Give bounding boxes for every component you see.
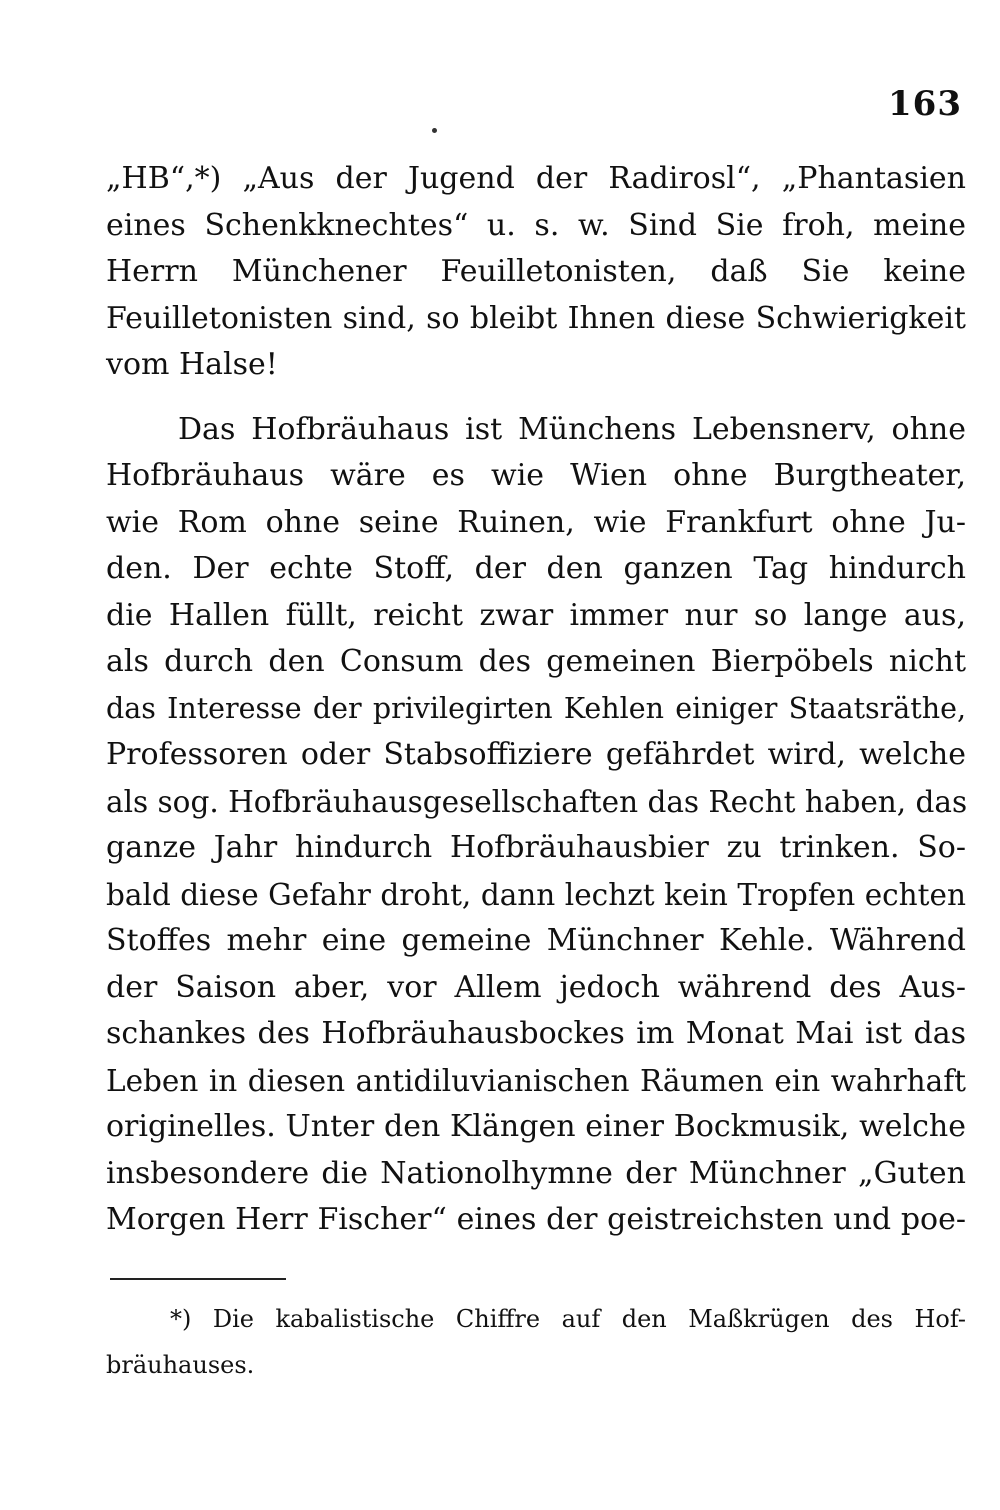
text-line: Stoffes mehr eine gemeine Münchner Kehle. Während [106,923,966,958]
text-line: Professoren oder Stabsoffiziere gefährdet wird, welche [106,737,966,772]
body-text [106,156,966,1244]
text-line: den. Der echte Stoff, der den ganzen Tag hindurch [106,551,966,586]
text-line: wie Rom ohne seine Ruinen, wie Frankfurt ohne Ju- [106,504,966,540]
text-line: schankes des Hofbräuhausbockes im Monat Mai ist das [106,1016,966,1051]
paragraph-2 [106,407,966,1244]
text-line: als sog. Hofbräuhausgesellschaften das Recht haben, das [106,784,968,819]
footnote [106,1296,966,1388]
page-number: 163 [888,84,962,124]
text-line: „HB“,*) „Aus der Jugend der Radirosl“, „Phantasien [106,161,966,196]
text-line: bald diese Gefahr droht, dann lechzt kein Tropfen echten [106,877,966,912]
text-line: Leben in diesen antidiluvianischen Räumen ein wahrhaft [106,1063,966,1098]
text-line: das Interesse der privilegirten Kehlen einiger Staatsräthe, [106,691,966,725]
text-line: originelles. Unter den Klängen einer Bockmusik, welche [106,1109,966,1144]
footnote-line: bräuhauses. [106,1351,255,1379]
text-line: insbesondere die Nationolhymne der Münchner „Guten [106,1155,966,1191]
text-line: die Hallen füllt, reicht zwar immer nur so lange aus, [106,597,966,633]
footnote-line: *) Die kabalistische Chiffre auf den Maßkrügen des Hof- [170,1305,966,1333]
text-line: der Saison aber, vor Allem jedoch während des Aus- [106,969,966,1005]
text-line: eines Schenkknechtes“ u. s. w. Sind Sie froh, meine [106,207,966,243]
text-line: Morgen Herr Fischer“ eines der geistreichsten und poe- [106,1202,966,1237]
text-line: Das Hofbräuhaus ist Münchens Lebensnerv, ohne [178,411,966,447]
footnote-divider [110,1278,286,1280]
paragraph-1 [106,156,966,389]
text-line: ganze Jahr hindurch Hofbräuhausbier zu trinken. So- [106,830,966,865]
text-line: Feuilletonisten sind, so bleibt Ihnen diese Schwierigkeit [106,300,966,336]
text-line: als durch den Consum des gemeinen Bierpöbels nicht [106,644,966,679]
text-line: Herrn Münchener Feuilletonisten, daß Sie keine [106,254,966,289]
text-line: vom Halse! [106,347,278,382]
text-line: Hofbräuhaus wäre es wie Wien ohne Burgtheater, [106,458,966,493]
printer-dot [432,128,437,133]
